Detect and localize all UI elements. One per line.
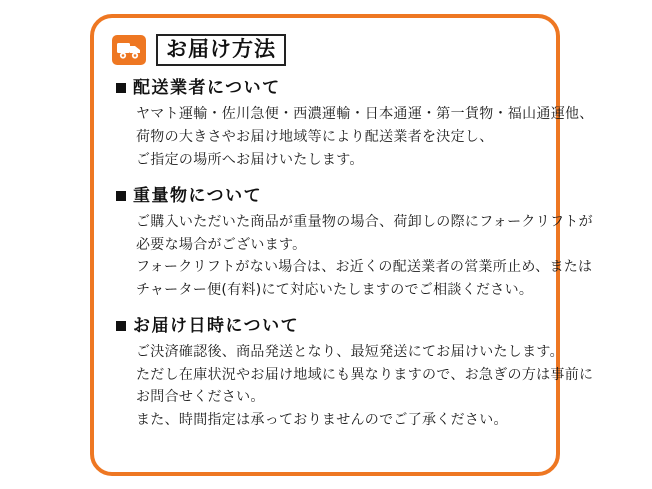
body-line: ご決済確認後、商品発送となり、最短発送にてお届けいたします。: [136, 343, 564, 360]
body-line: ご指定の場所へお届けいたします。: [136, 151, 364, 168]
section-title: お届け日時について: [133, 315, 300, 336]
body-line: また、時間指定は承っておりませんのでご了承ください。: [136, 411, 508, 428]
section-heavy-items: [116, 185, 593, 302]
body-line: 荷物の大きさやお届け地域等により配送業者を決定し、: [136, 129, 494, 146]
section-heading: [116, 316, 540, 336]
section-body: [116, 211, 593, 302]
panel-content: [94, 66, 594, 432]
section-body: [116, 341, 594, 432]
panel-title-box: [156, 34, 286, 66]
section-body: [116, 103, 594, 171]
filled-square-bullet-icon: [116, 191, 126, 201]
body-line: ヤマト運輸・佐川急便・西濃運輸・日本通運・第一貨物・福山通運他、: [136, 106, 594, 123]
body-line: 必要な場合がございます。: [136, 236, 307, 253]
body-line: フォークリフトがない場合は、お近くの配送業者の営業所止め、または: [136, 259, 593, 276]
section-title: 配送業者について: [133, 78, 281, 99]
body-line: チャーター便(有料)にて対応いたしますのでご相談ください。: [136, 281, 534, 298]
body-line: お問合せください。: [136, 389, 265, 406]
delivery-truck-icon: [112, 35, 146, 65]
body-line: ご購入いただいた商品が重量物の場合、荷卸しの際にフォークリフトが: [136, 213, 593, 230]
page-title: お届け方法: [166, 37, 276, 61]
section-title: 重量物について: [133, 185, 263, 206]
section-heading: [116, 78, 540, 98]
section-heading: [116, 186, 540, 206]
section-carriers: [116, 78, 594, 171]
section-delivery-datetime: [116, 315, 594, 432]
panel-header: [94, 18, 556, 66]
delivery-info-panel: [90, 14, 594, 476]
filled-square-bullet-icon: [116, 83, 126, 93]
filled-square-bullet-icon: [116, 321, 126, 331]
body-line: ただし在庫状況やお届け地域にも異なりますので、お急ぎの方は事前に: [136, 366, 594, 383]
